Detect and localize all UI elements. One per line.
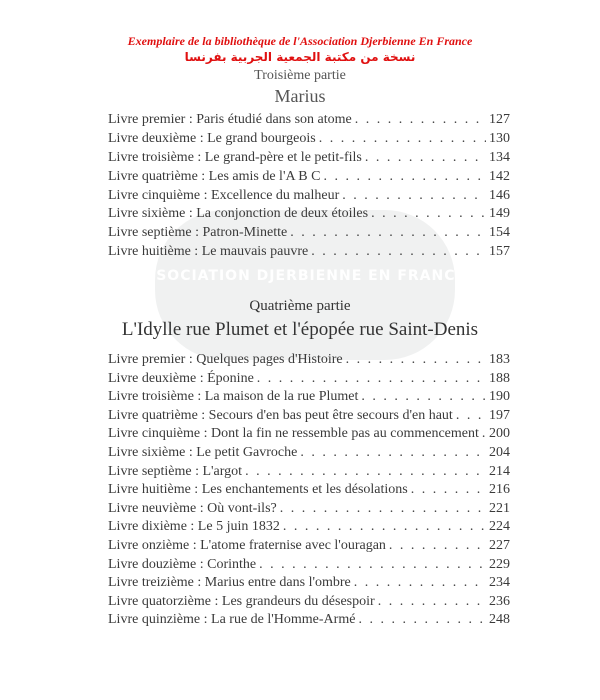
entry-title: Livre premier : Paris étudié dans son atome [108,112,352,127]
entry-page: 142 [489,168,510,184]
toc-entry [108,463,510,482]
entry-title: Livre sixième : Le petit Gavroche [108,444,298,460]
dot-leader [257,370,486,388]
toc-entry [108,388,510,407]
library-stamp-arabic: نسخة من مكتبة الجمعية الجربية بفرنسا [184,50,416,64]
entry-title: Livre onzième : L'atome fraternise avec l'ouragan [108,537,386,553]
entry-page: 127 [489,112,510,127]
dot-leader [355,111,486,129]
toc-entry [108,224,510,243]
toc-entry [108,518,510,537]
toc-entry [108,130,510,149]
toc-entry [108,205,510,224]
part4-label: Quatrième partie [249,298,351,314]
entry-title: Livre huitième : Les enchantements et les désolations [108,482,408,498]
entry-page: 197 [489,407,510,423]
toc-entry [108,593,510,612]
dot-leader [354,574,486,592]
entry-page: 221 [489,500,510,516]
dot-leader [283,518,486,536]
entry-page: 216 [489,482,510,498]
toc-entry [108,407,510,426]
watermark-text: ASSOCIATION DJERBIENNE EN FRANCE [133,268,467,284]
entry-page: 214 [489,463,510,479]
library-stamp-french: Exemplaire de la bibliothèque de l'Association Djerbienne En France [127,34,473,48]
toc-entry [108,149,510,168]
toc-entry [108,481,510,500]
toc-entry [108,537,510,556]
entry-page: 134 [489,149,510,165]
dot-leader [371,205,486,223]
toc-entry [108,370,510,389]
entry-title: Livre septième : Patron-Minette [108,225,288,241]
dot-leader [323,168,486,186]
toc-entry [108,351,510,370]
entry-title: Livre quatorzième : Les grandeurs du désespoir [108,593,375,609]
entry-page: 190 [489,389,510,405]
entry-title: Livre septième : L'argot [108,463,243,479]
toc-entry [108,611,510,630]
entry-page: 248 [489,612,510,628]
toc-entry [108,500,510,519]
entry-title: Livre deuxième : Le grand bourgeois [108,130,316,146]
toc-entry [108,425,510,444]
dot-leader [361,388,486,406]
toc-entry [108,574,510,593]
entry-page: 229 [489,556,510,572]
toc-entry [108,243,510,262]
entry-page: 224 [489,519,510,535]
dot-leader [346,351,486,369]
dot-leader [245,463,486,481]
entry-title: Livre treizième : Marius entre dans l'ombre [108,575,351,591]
entry-title: Livre huitième : Le mauvais pauvre [108,244,309,260]
entry-page: 183 [489,352,510,367]
entry-page: 236 [489,593,510,609]
toc-entry [108,187,510,206]
entry-title: Livre troisième : La maison de la rue Plumet [108,389,359,405]
entry-title: Livre douzième : Corinthe [108,556,257,572]
entry-title: Livre quatrième : Les amis de l'A B C [108,168,321,184]
toc-entry [108,444,510,463]
dot-leader [411,481,486,499]
dot-leader [319,130,486,148]
dot-leader [342,187,486,205]
toc-entry [108,556,510,575]
entry-title: Livre deuxième : Éponine [108,370,254,386]
entry-title: Livre sixième : La conjonction de deux étoiles [108,206,369,222]
dot-leader [311,243,486,261]
part3-toc [108,111,510,262]
entry-page: 227 [489,537,510,553]
entry-title: Livre cinquième : Excellence du malheur [108,187,340,203]
part4-title: L'Idylle rue Plumet et l'épopée rue Saint-Denis [121,319,479,340]
entry-page: 130 [489,130,510,146]
entry-page: 146 [489,187,510,203]
dot-leader [456,407,486,425]
dot-leader [259,556,486,574]
entry-title: Livre cinquième : Dont la fin ne ressemble pas au commencement [108,426,479,442]
dot-leader [358,611,486,629]
dot-leader [365,149,486,167]
entry-page: 154 [489,225,510,241]
entry-title: Livre quinzième : La rue de l'Homme-Armé [108,612,356,628]
entry-title: Livre neuvième : Où vont-ils? [108,500,277,516]
toc-entry [108,111,510,130]
dot-leader [290,224,486,242]
entry-title: Livre dixième : Le 5 juin 1832 [108,519,280,535]
dot-leader [389,537,486,555]
part3-title: Marius [274,86,326,106]
dot-leader [378,593,486,611]
entry-page: 149 [489,206,510,222]
entry-page: 200 [489,426,510,442]
toc-entry [108,168,510,187]
dot-leader [300,444,486,462]
entry-page: 204 [489,444,510,460]
entry-title: Livre premier : Quelques pages d'Histoire [108,352,343,367]
part3-label: Troisième partie [254,68,346,83]
dot-leader [280,500,486,518]
entry-page: 188 [489,370,510,386]
entry-page: 234 [489,575,510,591]
part4-toc [108,351,510,630]
entry-title: Livre troisième : Le grand-père et le petit-fils [108,149,362,165]
entry-title: Livre quatrième : Secours d'en bas peut être secours d'en haut [108,407,453,423]
entry-page: 157 [489,244,510,260]
